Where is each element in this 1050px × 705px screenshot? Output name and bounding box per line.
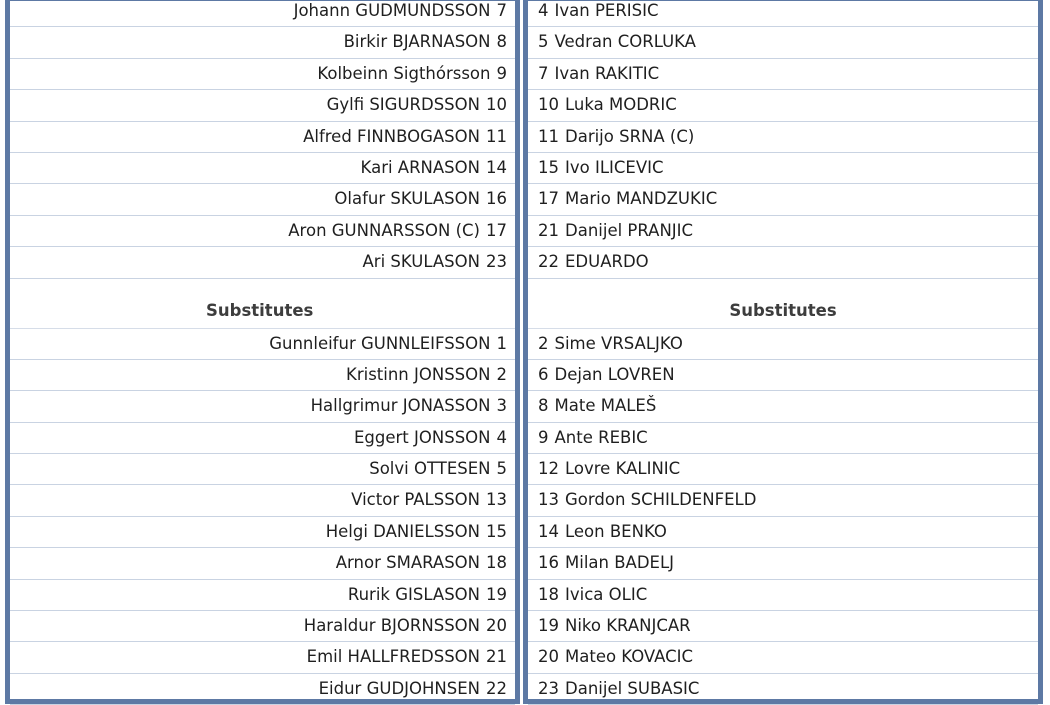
left-team-lineup bbox=[10, 0, 515, 705]
substitute-row bbox=[10, 360, 515, 391]
player-number: 8 bbox=[538, 396, 549, 416]
player-name: Haraldur BJORNSSON bbox=[303, 616, 480, 636]
player-row bbox=[10, 184, 515, 215]
player-number: 3 bbox=[496, 396, 507, 416]
player-row bbox=[528, 27, 1038, 58]
player-number: 5 bbox=[538, 32, 549, 52]
substitute-row bbox=[10, 580, 515, 611]
substitute-row bbox=[10, 329, 515, 360]
substitute-row bbox=[528, 423, 1038, 454]
player-row bbox=[528, 184, 1038, 215]
player-row bbox=[10, 216, 515, 247]
player-name: Ivan RAKITIC bbox=[554, 63, 660, 83]
substitute-row bbox=[528, 360, 1038, 391]
player-row bbox=[528, 247, 1038, 278]
player-name: Mate MALEŠ bbox=[554, 396, 657, 416]
player-row bbox=[10, 90, 515, 121]
player-name: Ante REBIC bbox=[554, 427, 648, 447]
player-number: 4 bbox=[538, 1, 549, 20]
player-name: Leon BENKO bbox=[565, 521, 667, 541]
substitute-row bbox=[10, 642, 515, 673]
player-name: Ivica OLIC bbox=[565, 584, 648, 604]
player-number: 19 bbox=[486, 584, 507, 604]
substitute-row bbox=[10, 611, 515, 642]
player-name: Eggert JONSSON bbox=[354, 427, 491, 447]
substitute-row bbox=[528, 329, 1038, 360]
player-name: EDUARDO bbox=[565, 252, 649, 272]
player-number: 9 bbox=[538, 427, 549, 447]
player-row bbox=[10, 247, 515, 278]
substitute-row bbox=[528, 454, 1038, 485]
substitute-row bbox=[528, 611, 1038, 642]
player-number: 21 bbox=[486, 647, 507, 667]
player-name: Sime VRSALJKO bbox=[554, 333, 683, 353]
right-team-lineup bbox=[528, 0, 1038, 705]
substitute-row bbox=[528, 580, 1038, 611]
player-row bbox=[528, 90, 1038, 121]
substitute-row bbox=[528, 548, 1038, 579]
player-row bbox=[528, 0, 1038, 27]
player-name: Aron GUNNARSSON (C) bbox=[288, 220, 480, 240]
player-name: Vedran CORLUKA bbox=[554, 32, 696, 52]
player-name: Niko KRANJCAR bbox=[565, 616, 691, 636]
player-name: Lovre KALINIC bbox=[565, 459, 681, 479]
player-number: 16 bbox=[538, 553, 559, 573]
player-row bbox=[10, 59, 515, 90]
player-number: 20 bbox=[538, 647, 559, 667]
player-name: Helgi DANIELSSON bbox=[325, 521, 480, 541]
substitute-row bbox=[528, 674, 1038, 705]
substitute-row bbox=[10, 391, 515, 422]
substitute-row bbox=[10, 517, 515, 548]
player-number: 16 bbox=[486, 189, 507, 209]
player-name: Milan BADELJ bbox=[565, 553, 675, 573]
substitutes-heading: Substitutes bbox=[528, 293, 1038, 329]
player-name: Gunnleifur GUNNLEIFSSON bbox=[269, 333, 491, 353]
player-number: 5 bbox=[496, 459, 507, 479]
player-name: Danijel SUBASIC bbox=[565, 678, 700, 698]
substitute-row bbox=[10, 423, 515, 454]
player-name: Victor PALSSON bbox=[351, 490, 480, 510]
player-name: Mario MANDZUKIC bbox=[565, 189, 718, 209]
player-number: 23 bbox=[486, 252, 507, 272]
player-name: Luka MODRIC bbox=[565, 95, 677, 115]
player-number: 6 bbox=[538, 364, 549, 384]
player-row bbox=[10, 0, 515, 27]
substitute-row bbox=[528, 391, 1038, 422]
player-name: Johann GUDMUNDSSON bbox=[293, 1, 491, 20]
substitute-row bbox=[10, 548, 515, 579]
player-name: Danijel PRANJIC bbox=[565, 220, 694, 240]
player-number: 21 bbox=[538, 220, 559, 240]
substitute-row bbox=[10, 454, 515, 485]
player-number: 7 bbox=[538, 63, 549, 83]
player-number: 22 bbox=[538, 252, 559, 272]
player-number: 11 bbox=[538, 126, 559, 146]
player-number: 22 bbox=[486, 678, 507, 698]
player-number: 18 bbox=[486, 553, 507, 573]
player-name: Kristinn JONSSON bbox=[346, 364, 491, 384]
player-name: Gordon SCHILDENFELD bbox=[565, 490, 757, 510]
player-number: 8 bbox=[496, 32, 507, 52]
player-number: 15 bbox=[538, 157, 559, 177]
player-name: Rurik GISLASON bbox=[347, 584, 480, 604]
player-number: 12 bbox=[538, 459, 559, 479]
player-number: 13 bbox=[486, 490, 507, 510]
player-number: 20 bbox=[486, 616, 507, 636]
player-name: Mateo KOVACIC bbox=[565, 647, 694, 667]
player-number: 7 bbox=[496, 1, 507, 20]
player-number: 1 bbox=[496, 333, 507, 353]
player-number: 17 bbox=[538, 189, 559, 209]
player-row bbox=[528, 216, 1038, 247]
player-name: Kari ARNASON bbox=[360, 157, 480, 177]
player-row bbox=[528, 153, 1038, 184]
player-name: Gylfi SIGURDSSON bbox=[326, 95, 480, 115]
player-number: 2 bbox=[538, 333, 549, 353]
player-name: Emil HALLFREDSSON bbox=[306, 647, 480, 667]
player-row bbox=[10, 27, 515, 58]
substitute-row bbox=[528, 642, 1038, 673]
player-number: 19 bbox=[538, 616, 559, 636]
player-number: 15 bbox=[486, 521, 507, 541]
player-number: 4 bbox=[496, 427, 507, 447]
player-name: Arnor SMARASON bbox=[335, 553, 480, 573]
player-number: 9 bbox=[496, 63, 507, 83]
substitute-row bbox=[528, 517, 1038, 548]
player-name: Eidur GUDJOHNSEN bbox=[318, 678, 480, 698]
substitutes-heading: Substitutes bbox=[10, 293, 515, 329]
player-number: 2 bbox=[496, 364, 507, 384]
player-name: Dejan LOVREN bbox=[554, 364, 675, 384]
player-number: 14 bbox=[538, 521, 559, 541]
player-name: Ivo ILICEVIC bbox=[565, 157, 664, 177]
player-row bbox=[10, 122, 515, 153]
substitute-row bbox=[10, 485, 515, 516]
player-number: 11 bbox=[486, 126, 507, 146]
player-number: 23 bbox=[538, 678, 559, 698]
player-name: Solvi OTTESEN bbox=[369, 459, 491, 479]
player-number: 10 bbox=[538, 95, 559, 115]
player-row bbox=[528, 59, 1038, 90]
substitute-row bbox=[528, 485, 1038, 516]
player-number: 10 bbox=[486, 95, 507, 115]
player-row bbox=[10, 153, 515, 184]
section-spacer bbox=[10, 279, 515, 293]
player-name: Ivan PERISIC bbox=[554, 1, 659, 20]
player-row bbox=[528, 122, 1038, 153]
player-name: Darijo SRNA (C) bbox=[565, 126, 695, 146]
player-name: Birkir BJARNASON bbox=[343, 32, 491, 52]
section-spacer bbox=[528, 279, 1038, 293]
player-number: 17 bbox=[486, 220, 507, 240]
player-name: Ari SKULASON bbox=[362, 252, 480, 272]
player-name: Alfred FINNBOGASON bbox=[303, 126, 480, 146]
player-name: Hallgrimur JONASSON bbox=[310, 396, 491, 416]
player-name: Kolbeinn Sigthórsson bbox=[317, 63, 491, 83]
player-name: Olafur SKULASON bbox=[334, 189, 480, 209]
player-number: 18 bbox=[538, 584, 559, 604]
player-number: 13 bbox=[538, 490, 559, 510]
substitute-row bbox=[10, 674, 515, 705]
player-number: 14 bbox=[486, 157, 507, 177]
